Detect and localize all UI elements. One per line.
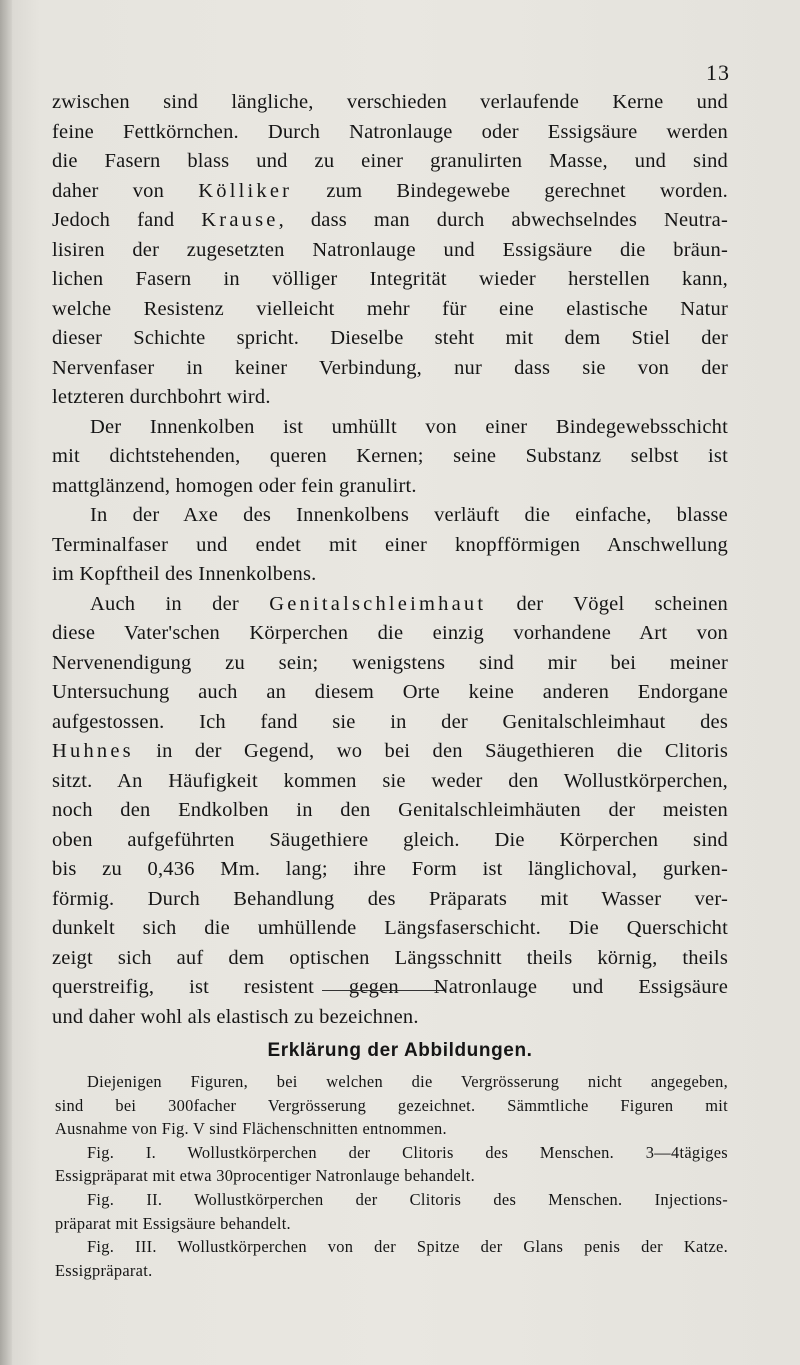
body-line: mattglänzend, homogen oder fein granulirt. (52, 474, 417, 497)
body-line: diese Vater'schen Körperchen die einzig vorhandene Art von (52, 622, 728, 644)
body-line: die Fasern blass und zu einer granulirten Masse, und sind (52, 150, 728, 172)
emphasized-name: Krause (201, 209, 279, 231)
body-line: mit dichtstehenden, queren Kernen; seine Substanz selbst ist (52, 445, 728, 467)
emphasized-name: Kölliker (198, 179, 293, 202)
text-run: in der Gegend, wo bei den Säugethieren die Clitoris (133, 740, 728, 762)
section-divider (322, 990, 444, 991)
caption-line: sind bei 300facher Vergrösserung gezeichnet. Sämmtliche Figuren mit (55, 1095, 728, 1115)
caption-line: Fig. II. Wollustkörperchen der Clitoris des Menschen. Injections- (87, 1189, 728, 1209)
section-heading: Erklärung der Abbildungen. (267, 1040, 533, 1061)
body-line: Untersuchung auch an diesem Orte keine anderen Endorgane (52, 681, 728, 703)
caption-line: Diejenigen Figuren, bei welchen die Vergrösserung nicht angegeben, (87, 1072, 728, 1091)
body-line: im Kopftheil des Innenkolbens. (52, 563, 317, 585)
body-line (52, 177, 728, 207)
body-line: und daher wohl als elastisch zu bezeichnen. (52, 1005, 419, 1028)
body-line (52, 206, 728, 236)
body-line: lisiren der zugesetzten Natronlauge und Essigsäure die bräun- (52, 238, 728, 261)
body-line: lichen Fasern in völliger Integrität wieder herstellen kann, (52, 268, 728, 290)
body-line: zwischen sind längliche, verschieden verlaufende Kerne und (52, 91, 728, 113)
body-text (52, 88, 728, 1032)
body-line: aufgestossen. Ich fand sie in der Genitalschleimhaut des (52, 710, 728, 733)
caption-line: Essigpräparat. (55, 1260, 153, 1280)
body-line: Nervenendigung zu sein; wenigstens sind mir bei meiner (52, 651, 728, 674)
body-line: welche Resistenz vielleicht mehr für eine elastische Natur (52, 297, 728, 320)
emphasized-name: Huhnes (52, 740, 134, 762)
caption-line: Essigpräparat mit etwa 30procentiger Natronlauge behandelt. (55, 1166, 476, 1186)
page-number: 13 (706, 60, 730, 85)
text-run: Jedoch fand (52, 209, 202, 231)
page-binding-edge (0, 0, 12, 1365)
body-line: Der Innenkolben ist umhüllt von einer Bindegewebsschicht (90, 415, 728, 438)
body-line: feine Fettkörnchen. Durch Natronlauge oder Essigsäure werden (52, 120, 728, 143)
body-line: oben aufgeführten Säugethiere gleich. Die Körperchen sind (52, 828, 728, 851)
body-line: förmig. Durch Behandlung des Präparats mit Wasser ver- (52, 887, 728, 910)
body-line: zeigt sich auf dem optischen Längsschnitt theils körnig, theils (52, 946, 728, 969)
body-line: dunkelt sich die umhüllende Längsfaserschicht. Die Querschicht (52, 917, 728, 939)
text-run: zum Bindegewebe gerechnet worden. (292, 179, 728, 202)
caption-line: Ausnahme von Fig. V sind Flächenschnitten entnommen. (55, 1119, 447, 1139)
body-line: Nervenfaser in keiner Verbindung, nur dass sie von der (52, 356, 728, 379)
body-line: In der Axe des Innenkolbens verläuft die einfache, blasse (90, 504, 728, 526)
body-line: dieser Schichte spricht. Dieselbe steht mit dem Stiel der (52, 327, 728, 349)
caption-line: Fig. III. Wollustkörperchen von der Spitze der Glans penis der Katze. (87, 1237, 728, 1257)
text-run: daher von (52, 179, 199, 202)
text-run: , dass man durch abwechselndes Neutra- (278, 209, 728, 231)
body-line: letzteren durchbohrt wird. (52, 386, 271, 408)
text-run: Auch in der (90, 592, 270, 615)
caption-line: präparat mit Essigsäure behandelt. (55, 1213, 291, 1233)
body-line: querstreifig, ist resistent gegen Natronlauge und Essigsäure (52, 976, 728, 998)
figure-captions (55, 1070, 728, 1282)
text-run: der Vögel scheinen (486, 592, 728, 615)
caption-line: Fig. I. Wollustkörperchen der Clitoris des Menschen. 3—4tägiges (87, 1142, 728, 1162)
body-line (52, 737, 728, 767)
body-line: noch den Endkolben in den Genitalschleimhäuten der meisten (52, 799, 728, 821)
body-line (52, 590, 728, 620)
body-line: Terminalfaser und endet mit einer knopfförmigen Anschwellung (52, 533, 728, 556)
body-line: bis zu 0,436 Mm. lang; ihre Form ist länglichoval, gurken- (52, 858, 728, 880)
emphasized-name: Genitalschleimhaut (269, 592, 487, 615)
body-line: sitzt. An Häufigkeit kommen sie weder den Wollustkörperchen, (52, 769, 728, 792)
